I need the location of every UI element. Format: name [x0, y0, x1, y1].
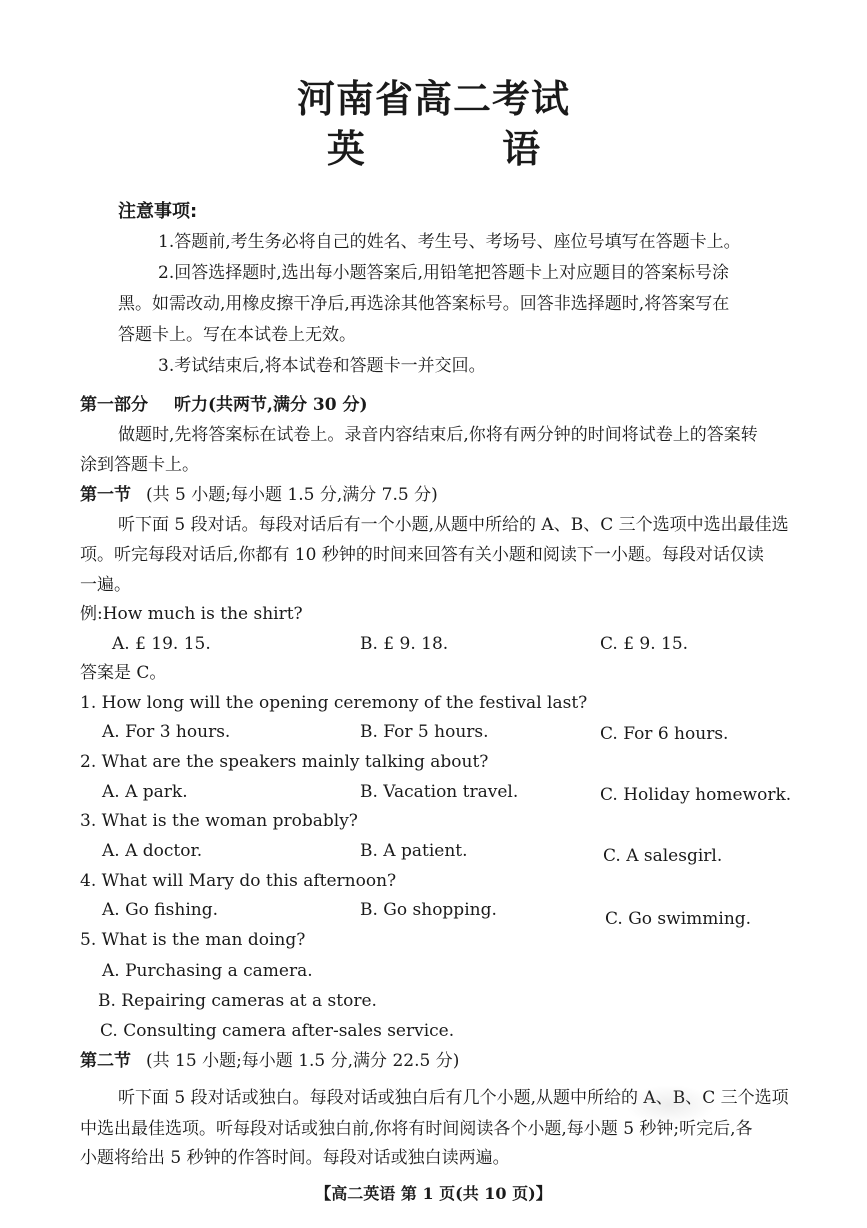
q2-option-a: A. A park. — [102, 782, 188, 802]
notice-line-2c: 答题卡上。写在本试卷上无效。 — [118, 325, 356, 345]
q1-option-b: B. For 5 hours. — [360, 722, 489, 742]
q3-option-c: C. A salesgirl. — [603, 846, 723, 866]
notice-line-3: 3.考试结束后,将本试卷和答题卡一并交回。 — [158, 356, 486, 376]
notice-line-2b: 黑。如需改动,用橡皮擦干净后,再选涂其他答案标号。回答非选择题时,将答案写在 — [118, 294, 730, 314]
question-2: 2. What are the speakers mainly talking about? — [80, 752, 489, 772]
example-question: 例:How much is the shirt? — [80, 604, 303, 624]
faint-stamp-mark — [625, 1085, 715, 1125]
part1-intro-b: 涂到答题卡上。 — [80, 455, 199, 475]
part1-intro-a: 做题时,先将答案标在试卷上。录音内容结束后,你将有两分钟的时间将试卷上的答案转 — [118, 425, 758, 445]
section1-heading-label: 第一节 — [80, 485, 131, 505]
q2-option-b: B. Vacation travel. — [360, 782, 519, 802]
q5-option-c: C. Consulting camera after-sales service. — [100, 1021, 455, 1041]
q2-option-c: C. Holiday homework. — [600, 785, 792, 805]
section2-intro-a: 听下面 5 段对话或独白。每段对话或独白后有几个小题,从题中所给的 A、B、C 三个选项 — [118, 1088, 789, 1108]
exam-title: 河南省高二考试 — [296, 77, 570, 121]
section2-heading-label: 第二节 — [80, 1051, 131, 1071]
q3-option-a: A. A doctor. — [102, 841, 203, 861]
section1-intro-c: 一遍。 — [80, 575, 131, 595]
example-option-a: A. £ 19. 15. — [112, 634, 211, 654]
q5-option-a: A. Purchasing a camera. — [102, 961, 313, 981]
q4-option-c: C. Go swimming. — [605, 909, 752, 929]
q4-option-a: A. Go fishing. — [102, 900, 218, 920]
exam-subject: 英 语 — [326, 127, 603, 171]
example-option-c: C. £ 9. 15. — [600, 634, 689, 654]
notice-heading: 注意事项: — [118, 201, 198, 222]
example-answer: 答案是 C。 — [80, 663, 167, 683]
section1-intro-a: 听下面 5 段对话。每段对话后有一个小题,从题中所给的 A、B、C 三个选项中选出最佳选 — [118, 515, 789, 535]
page-footer: 【高二英语 第 1 页(共 10 页)】 — [315, 1184, 552, 1203]
q1-option-c: C. For 6 hours. — [600, 724, 729, 744]
section2-intro-b: 中选出最佳选项。听每段对话或独白前,你将有时间阅读各个小题,每小题 5 秒钟;听完后,各 — [80, 1119, 753, 1139]
q1-option-a: A. For 3 hours. — [102, 722, 231, 742]
section2-intro-c: 小题将给出 5 秒钟的作答时间。每段对话或独白读两遍。 — [80, 1148, 510, 1168]
question-5: 5. What is the man doing? — [80, 930, 306, 950]
q5-option-b: B. Repairing cameras at a store. — [98, 991, 377, 1011]
part1-heading-label: 第一部分 — [80, 395, 148, 415]
question-3: 3. What is the woman probably? — [80, 811, 358, 831]
notice-line-1: 1.答题前,考生务必将自己的姓名、考生号、考场号、座位号填写在答题卡上。 — [158, 232, 741, 252]
question-4: 4. What will Mary do this afternoon? — [80, 871, 397, 891]
q4-option-b: B. Go shopping. — [360, 900, 497, 920]
section2-heading-text: (共 15 小题;每小题 1.5 分,满分 22.5 分) — [146, 1051, 460, 1071]
q3-option-b: B. A patient. — [360, 841, 468, 861]
example-option-b: B. £ 9. 18. — [360, 634, 449, 654]
section1-intro-b: 项。听完每段对话后,你都有 10 秒钟的时间来回答有关小题和阅读下一小题。每段对话仅读 — [80, 545, 764, 565]
question-1: 1. How long will the opening ceremony of the festival last? — [80, 693, 588, 713]
part1-heading-text: 听力(共两节,满分 30 分) — [174, 395, 368, 415]
notice-line-2a: 2.回答选择题时,选出每小题答案后,用铅笔把答题卡上对应题目的答案标号涂 — [158, 263, 730, 283]
section1-heading-text: (共 5 小题;每小题 1.5 分,满分 7.5 分) — [146, 485, 438, 505]
